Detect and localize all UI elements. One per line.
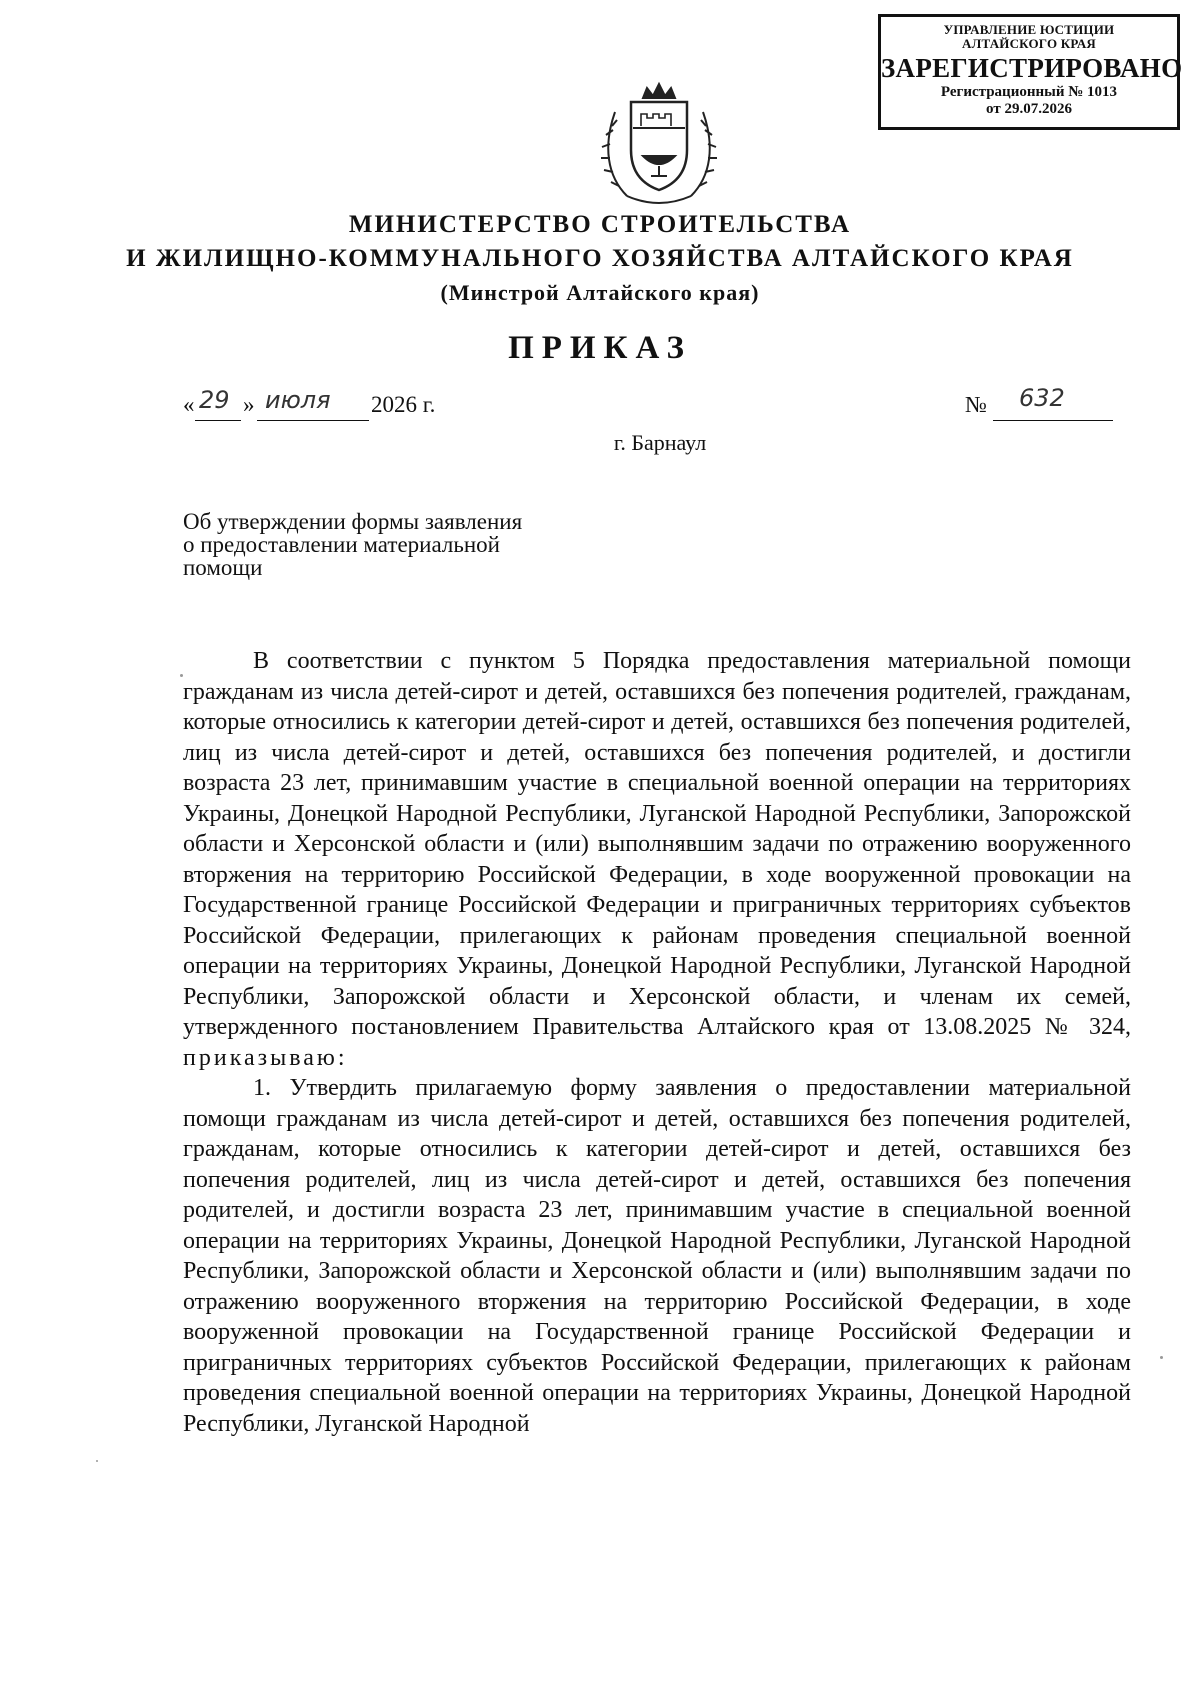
year: 2026 г.	[371, 392, 436, 417]
stamp-title: ЗАРЕГИСТРИРОВАНО	[881, 53, 1183, 84]
scan-speck	[96, 1460, 98, 1462]
date-number-row	[183, 384, 1083, 428]
number-label: №	[965, 392, 987, 417]
paragraph-preamble	[183, 646, 1131, 1073]
order-keyword: приказываю:	[183, 1044, 348, 1071]
coat-of-arms-icon	[597, 76, 721, 210]
stamp-org-line1: УПРАВЛЕНИЕ ЮСТИЦИИ	[943, 22, 1115, 37]
paragraph-item-1: 1. Утвердить прилагаемую форму заявления о предоставлении материальной помощи гражданам из числа детей-сирот и детей, оставшихся без попечения родителей, гражданам, которые относились к категории детей-сирот и детей, оставшихся без попечения родителей, лиц из числа детей-сирот и детей, оставшихся без попечения родителей, и достигли возраста 23 лет, принимавшим участие в специальной военной операции на территориях Украины, Донецкой Народной Республики, Луганской Народной Республики, Запорожской области и Херсонской области и (или) выполнявшим задачи по отражению вооруженного вторжения на территорию Российской Федерации, в ходе вооруженной провокации на Государственной границе Российской Федерации и приграничных территориях субъектов Российской Федерации, прилегающих к районам проведения специальной военной операции на территориях Украины, Донецкой Народной Республики, Луганской Народной	[183, 1075, 1131, 1437]
order-subject	[183, 510, 607, 579]
document-body	[183, 646, 1131, 1439]
subject-line2: о предоставлении материальной	[183, 532, 500, 557]
stamp-date: от 29.07.2026	[986, 101, 1072, 118]
document-type: ПРИКАЗ	[508, 330, 692, 366]
ministry-header	[0, 208, 1200, 310]
stamp-org-line2: АЛТАЙСКОГО КРАЯ	[962, 35, 1096, 51]
registration-stamp	[878, 14, 1183, 130]
day-underline	[195, 420, 241, 421]
handwritten-day: 29	[199, 386, 230, 414]
quote-open: «	[183, 392, 195, 417]
city: г. Барнаул	[613, 430, 707, 455]
subject-line1: Об утверждении формы заявления	[183, 509, 523, 534]
handwritten-month: июля	[265, 386, 331, 414]
handwritten-number: 632	[1019, 384, 1065, 412]
preamble-text: В соответствии с пунктом 5 Порядка предоставления материальной помощи гражданам из числа детей-сирот и детей, оставшихся без попечения родителей, гражданам, которые относились к категории детей-сирот и детей, оставшихся без попечения родителей, лиц из числа детей-сирот и детей, оставшихся без попечения родителей, и достигли возраста 23 лет, принимавшим участие в специальной военной операции на территориях Украины, Донецкой Народной Республики, Луганской Народной Республики, Запорожской области и Херсонской области и (или) выполнявшим задачи по отражению вооруженного вторжения на территорию Российской Федерации, в ходе вооруженной провокации на Государственной границе Российской Федерации и приграничных территориях субъектов Российской Федерации, прилегающих к районам проведения специальной военной операции на территориях Украины, Донецкой Народной Республики, Луганской Народной Республики, Запорожской области и Херсонской области, и членам их семей, утвержденного постановлением Правительства Алтайского края от 13.08.2025 № 324,	[183, 648, 1131, 1040]
ministry-name-line1: МИНИСТЕРСТВО СТРОИТЕЛЬСТВА	[348, 211, 852, 238]
quote-close: »	[243, 392, 255, 417]
ministry-short-name: (Минстрой Алтайского края)	[440, 280, 760, 305]
ministry-name-line2: И ЖИЛИЩНО-КОММУНАЛЬНОГО ХОЗЯЙСТВА АЛТАЙСКОГО КРАЯ	[126, 245, 1074, 272]
scan-speck	[180, 674, 183, 677]
month-underline	[257, 420, 369, 421]
stamp-reg-number: Регистрационный № 1013	[940, 83, 1118, 100]
subject-line3: помощи	[183, 555, 263, 580]
number-underline	[993, 420, 1113, 421]
scan-speck	[1160, 1356, 1163, 1359]
